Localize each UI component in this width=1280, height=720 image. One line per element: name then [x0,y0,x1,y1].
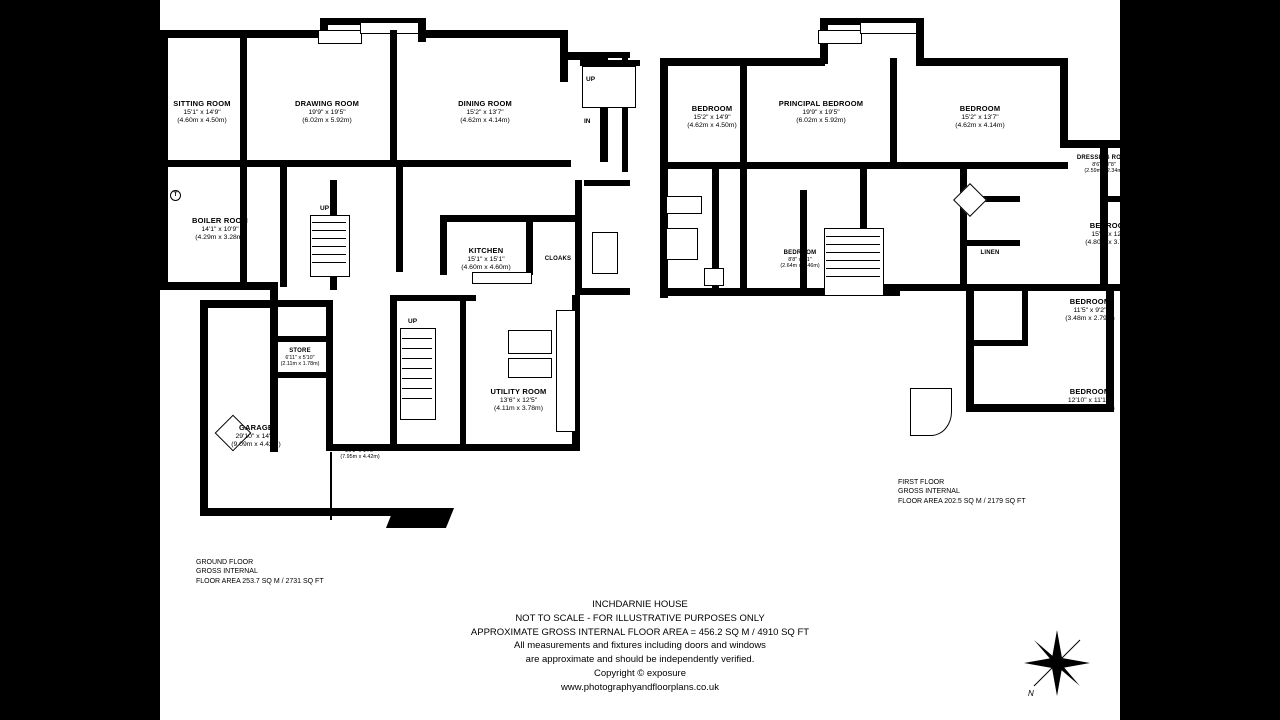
room-boiler-room: BOILER ROOM 14'1" x 10'9" (4.29m x 3.28m) [192,216,248,241]
wall [533,215,581,222]
wall [966,340,1028,346]
wall [160,160,168,290]
hob [508,330,552,354]
room-principal-bedroom: PRINCIPAL BEDROOM 19'9" x 19'5" (6.02m x 5.92m) [778,99,864,124]
room-utility-room: UTILITY ROOM 13'6" x 12'5" (4.11m x 3.78m) [490,387,547,412]
marker-tank: T [170,190,181,201]
wall [1060,58,1068,146]
caption-line: Copyright © exposure [593,667,687,679]
caption-line: APPROXIMATE GROSS INTERNAL FLOOR AREA = 456.2 SQ M / 4910 SQ FT [470,626,810,638]
wc-fitting [704,268,724,286]
wall [1152,140,1160,290]
room-store: STORE 6'11" x 5'10" (2.11m x 1.78m) [280,348,320,368]
wall [1100,284,1158,291]
bay-window [818,30,862,44]
bay-window [318,30,362,44]
wall [890,58,897,168]
cross-marker [953,183,987,217]
room-dressing-room: DRESSING ROOM 8'6" x 7'8" (2.59m x 2.34m) [1076,155,1132,175]
compass-north-label: N [1028,689,1034,698]
wall [240,30,247,160]
wall [418,30,568,38]
sink [508,358,552,378]
room-drawing-room: DRAWING ROOM 19'9" x 19'5" (6.02m x 5.92m) [294,99,360,124]
wall [896,162,1068,169]
wall [584,180,630,186]
wall [200,300,272,308]
wall [660,58,668,298]
wall [270,372,330,378]
room-bedroom-3: BEDROOM 15'9" x 12'5" (4.80m x 3.78m) [1085,221,1135,246]
boundary-wall [386,508,454,528]
wall [800,190,807,290]
room-garage-bay-2: 26'1" x 14'6" (7.95m x 4.42m) [340,448,380,461]
wall [390,295,397,450]
wall [270,336,330,342]
bath-fitting [666,196,702,214]
wall [575,288,630,295]
caption-line: are approximate and should be independently verified. [525,654,755,666]
wall [575,180,582,295]
wall [160,282,270,290]
wall [916,58,1068,66]
wall [660,162,900,169]
room-sitting-room: SITTING ROOM 15'1" x 14'9" (4.60m x 4.50m) [173,99,231,124]
wall [270,300,330,307]
compass-rose-icon [1022,628,1092,702]
wc-fitting [592,232,618,274]
room-bedroom-6: BEDROOM 12'10" x 11'10" (3.91m x 3.61m) [1065,387,1115,412]
wall [330,452,332,520]
marker-up: UP [320,205,330,212]
marker-in: IN [584,118,591,125]
floorplan-sheet [160,0,1135,720]
wall [440,215,530,222]
wall [966,284,974,410]
wall [396,160,571,167]
worktop [556,310,576,432]
bay-window [860,22,922,34]
caption-block [160,598,1120,694]
spiral-staircase [910,388,952,436]
porch [582,66,636,108]
room-cloaks: CLOAKS [544,256,572,262]
shower-fitting [666,228,698,260]
ground-floor-label: GROUND FLOOR GROSS INTERNAL FLOOR AREA 253.7 SQ M / 2731 SQ FT [196,559,324,585]
caption-line: All measurements and fixtures including doors and windows [514,640,766,652]
first-floor-label: FIRST FLOOR GROSS INTERNAL FLOOR AREA 202.5 SQ M / 2179 SQ FT [898,479,1026,505]
wall [1022,290,1028,346]
wall [460,444,578,451]
room-bedroom-4: BEDROOM 8'8" x 8'1" (2.64m x 2.46m) [780,250,820,270]
marker-up: UP [408,318,418,325]
wall [396,167,403,272]
staircase [400,328,436,420]
wall [200,300,208,515]
wall [1100,196,1158,202]
caption-line: INCHDARNIE HOUSE [592,599,688,610]
room-garage: GARAGE 29'10" x 14'6" (9.09m x 4.42m) [231,423,281,448]
room-bedroom-1: BEDROOM 15'2" x 14'9" (4.62m x 4.50m) [687,104,737,129]
marker-up: UP [586,76,596,83]
room-dining-room: DINING ROOM 15'2" x 13'7" (4.62m x 4.14m) [458,99,512,124]
caption-link[interactable]: www.photographyandfloorplans.co.uk [561,681,719,693]
room-linen: LINEN [980,250,1000,256]
wall [740,169,747,289]
wall [160,160,400,167]
caption-line: NOT TO SCALE - FOR ILLUSTRATIVE PURPOSES ONLY [515,612,765,624]
wall [280,167,287,287]
room-bedroom-5: BEDROOM 11'5" x 9'2" (3.48m x 2.79m) [1065,297,1115,322]
counter [472,272,532,284]
wall [460,300,466,450]
wall [966,240,1020,246]
room-bedroom-2: BEDROOM 15'2" x 13'7" (4.62m x 4.14m) [955,104,1005,129]
wall [390,30,397,160]
room-kitchen: KITCHEN 15'1" x 15'1" (4.60m x 4.60m) [461,246,511,271]
